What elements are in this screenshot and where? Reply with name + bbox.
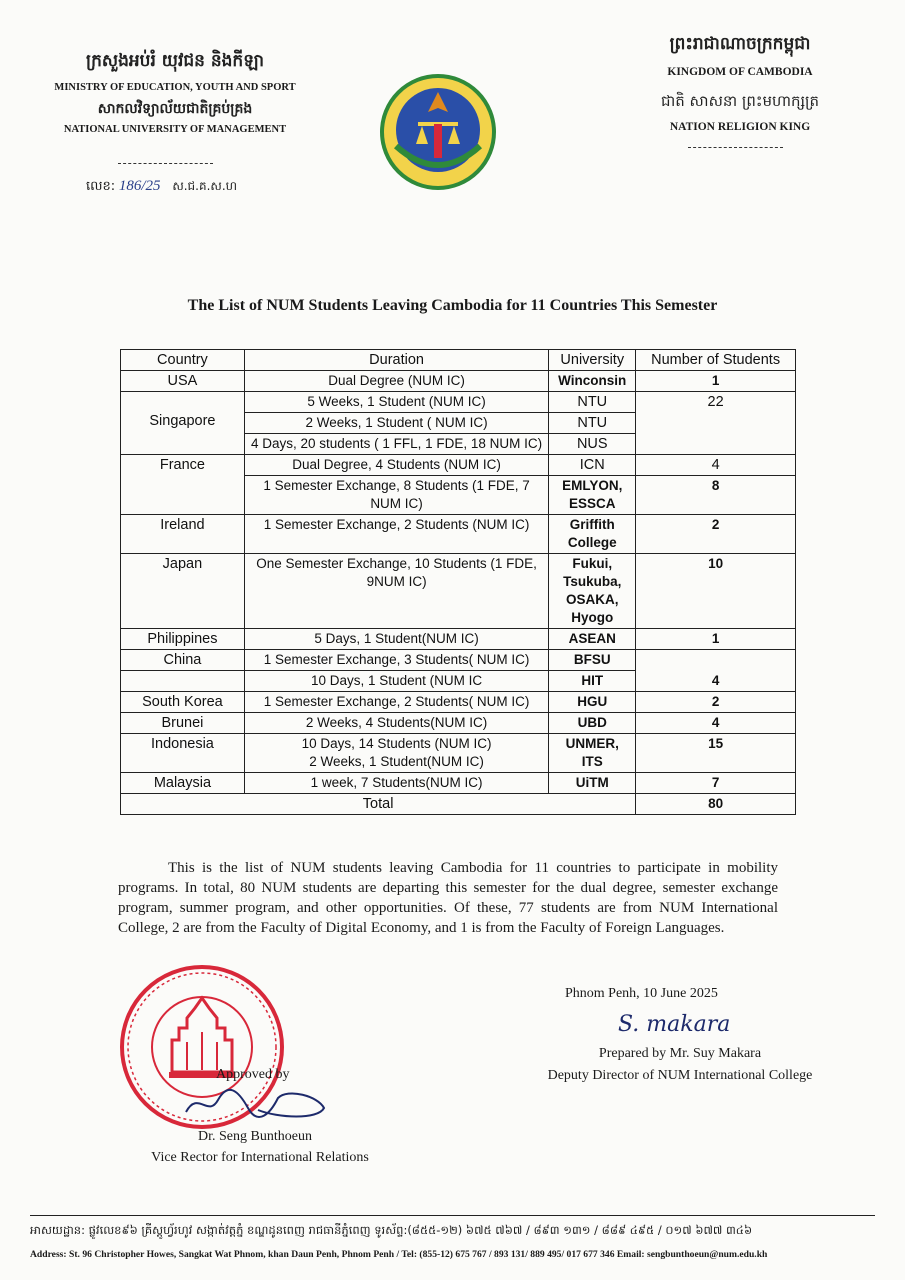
- header-country: Country: [121, 350, 245, 371]
- duration-cell: 5 Weeks, 1 Student (NUM IC): [244, 392, 548, 413]
- country-cell: Brunei: [121, 713, 245, 734]
- count-cell: 8: [636, 476, 796, 515]
- table-row: [121, 371, 796, 392]
- table-row: [121, 515, 796, 554]
- header-number: Number of Students: [636, 350, 796, 371]
- count-cell: 2: [636, 692, 796, 713]
- duration-cell: 1 Semester Exchange, 2 Students (NUM IC): [244, 515, 548, 554]
- country-cell: South Korea: [121, 692, 245, 713]
- preparer-name: Prepared by Mr. Suy Makara: [598, 1046, 762, 1061]
- duration-cell: 4 Days, 20 students ( 1 FFL, 1 FDE, 18 NUM IC): [244, 434, 548, 455]
- count-cell: 15: [636, 734, 796, 773]
- country-cell: Japan: [121, 554, 245, 629]
- duration-cell: 5 Days, 1 Student(NUM IC): [244, 629, 548, 650]
- summary-paragraph: This is the list of NUM students leaving Cambodia for 11 countries to participate in mobility programs. In total, 80 NUM students are departing this semester for the dual degree, semester exchange program, summer program, and other opportunities. Of these, 77 students are from NUM International College, 2 are from the Faculty of Digital Economy, and 1 is from the Faculty of Foreign Languages.: [118, 860, 778, 936]
- duration-cell: Dual Degree, 4 Students (NUM IC): [244, 455, 548, 476]
- university-cell: NTU: [549, 392, 636, 413]
- table-header-row: [121, 350, 796, 371]
- country-cell: Singapore: [121, 392, 245, 455]
- count-cell: 2: [636, 515, 796, 554]
- university-cell: Fukui, Tsukuba, OSAKA, Hyogo: [549, 554, 636, 629]
- approver-name: Dr. Seng Bunthoeun: [198, 1129, 312, 1144]
- duration-cell: 2 Weeks, 4 Students(NUM IC): [244, 713, 548, 734]
- university-cell: NUS: [549, 434, 636, 455]
- university-cell: UNMER, ITS: [549, 734, 636, 773]
- university-cell: UBD: [549, 713, 636, 734]
- kingdom-khmer: ព្រះរាជាណាចក្រកម្ពុជា: [669, 34, 811, 54]
- table-row: [121, 734, 796, 773]
- table-row: [121, 392, 796, 413]
- table-row: [121, 650, 796, 671]
- ref-label: លេខ:: [86, 179, 116, 194]
- university-english: NATIONAL UNIVERSITY OF MANAGEMENT: [63, 124, 287, 135]
- university-cell: Griffith College: [549, 515, 636, 554]
- country-cell: Philippines: [121, 629, 245, 650]
- country-cell: Ireland: [121, 515, 245, 554]
- table-row: [121, 455, 796, 476]
- kingdom-english: KINGDOM OF CAMBODIA: [667, 66, 813, 78]
- motto-khmer: ជាតិ សាសនា ព្រះមហាក្សត្រ: [660, 92, 820, 110]
- approved-label: Approved by: [216, 1067, 290, 1082]
- header-university: University: [549, 350, 636, 371]
- duration-cell: 10 Days, 1 Student (NUM IC: [244, 671, 548, 692]
- table-row: [121, 629, 796, 650]
- table-row: [121, 554, 796, 629]
- country-cell: Indonesia: [121, 734, 245, 773]
- university-cell: ASEAN: [549, 629, 636, 650]
- duration-cell: 1 week, 7 Students(NUM IC): [244, 773, 548, 794]
- country-cell: China: [121, 650, 245, 671]
- university-cell: Winconsin: [549, 371, 636, 392]
- country-cell: France: [121, 455, 245, 515]
- count-cell: 1: [636, 629, 796, 650]
- university-cell: NTU: [549, 413, 636, 434]
- place-date: Phnom Penh, 10 June 2025: [565, 986, 718, 1001]
- ministry-english: MINISTRY OF EDUCATION, YOUTH AND SPORT: [54, 82, 296, 93]
- university-cell: EMLYON, ESSCA: [549, 476, 636, 515]
- reference-number: [86, 178, 237, 197]
- count-cell: 10: [636, 554, 796, 629]
- preparer-role: Deputy Director of NUM International College: [547, 1068, 813, 1083]
- students-table: [120, 349, 796, 815]
- duration-cell: 1 Semester Exchange, 3 Students( NUM IC): [244, 650, 548, 671]
- approver-signature: [178, 1084, 328, 1124]
- country-cell: USA: [121, 371, 245, 392]
- ref-suffix: ស.ជ.គ.ស.ហ: [172, 179, 238, 193]
- ref-handwritten-number: 186/25: [118, 178, 161, 194]
- preparer-signature: S. makara: [618, 1012, 731, 1037]
- duration-cell: One Semester Exchange, 10 Students (1 FDE, 9NUM IC): [244, 554, 548, 629]
- table-row: [121, 773, 796, 794]
- footer-address-english: Address: St. 96 Christopher Howes, Sangkat Wat Phnom, khan Daun Penh, Phnom Penh / Tel: (855-12) 675 767 / 893 131/ 889 495/ 017 677 346 Email: sengbunthoeun@num.edu.kh: [30, 1249, 768, 1260]
- total-value: 80: [636, 794, 796, 815]
- table-row: [121, 692, 796, 713]
- count-cell: 22: [636, 392, 796, 455]
- footer-divider: [30, 1215, 875, 1216]
- header-right-divider: [688, 147, 783, 149]
- university-emblem: [378, 72, 498, 192]
- university-khmer: សាកលវិទ្យាល័យជាតិគ្រប់គ្រង: [97, 101, 253, 117]
- count-cell: 1: [636, 371, 796, 392]
- header-left-divider: [118, 163, 213, 165]
- footer-address-khmer: អាសយដ្ឋាន: ផ្លូវលេខ៩៦ គ្រីស្តូហ្វ័រហូវ សង្កាត់វត្តភ្នំ ខណ្ឌដូនពេញ រាជធានីភ្នំពេញ ទូរស័ព្ទ:(៨៥៥-១២) ៦៧៥ ៧៦៧ / ៨៩៣ ១៣១ / ៨៨៩ ៤៩៥ / ០១៧ ៦៧៧ ៣៤៦: [30, 1223, 753, 1237]
- university-cell: ICN: [549, 455, 636, 476]
- ministry-khmer: ក្រសួងអប់រំ យុវជន និងកីឡា: [86, 51, 264, 71]
- country-cell-empty: [121, 671, 245, 692]
- duration-cell: 1 Semester Exchange, 2 Students( NUM IC): [244, 692, 548, 713]
- university-cell: BFSU: [549, 650, 636, 671]
- count-cell: 4: [636, 455, 796, 476]
- duration-cell: [244, 734, 548, 773]
- count-cell: 4: [636, 650, 796, 692]
- duration-line: 10 Days, 14 Students (NUM IC): [301, 736, 492, 751]
- country-cell: Malaysia: [121, 773, 245, 794]
- approver-role: Vice Rector for International Relations: [151, 1150, 369, 1165]
- total-label: Total: [121, 794, 636, 815]
- header-duration: Duration: [244, 350, 548, 371]
- university-cell: HGU: [549, 692, 636, 713]
- count-cell: 7: [636, 773, 796, 794]
- count-cell: 4: [636, 713, 796, 734]
- duration-cell: 2 Weeks, 1 Student ( NUM IC): [244, 413, 548, 434]
- table-row: [121, 713, 796, 734]
- duration-cell: 1 Semester Exchange, 8 Students (1 FDE, 7 NUM IC): [244, 476, 548, 515]
- university-cell: HIT: [549, 671, 636, 692]
- duration-line: 2 Weeks, 1 Student(NUM IC): [309, 754, 484, 769]
- university-cell: UiTM: [549, 773, 636, 794]
- document-title: The List of NUM Students Leaving Cambodia for 11 Countries This Semester: [187, 297, 718, 314]
- table-total-row: [121, 794, 796, 815]
- motto-english: NATION RELIGION KING: [669, 121, 811, 133]
- duration-cell: Dual Degree (NUM IC): [244, 371, 548, 392]
